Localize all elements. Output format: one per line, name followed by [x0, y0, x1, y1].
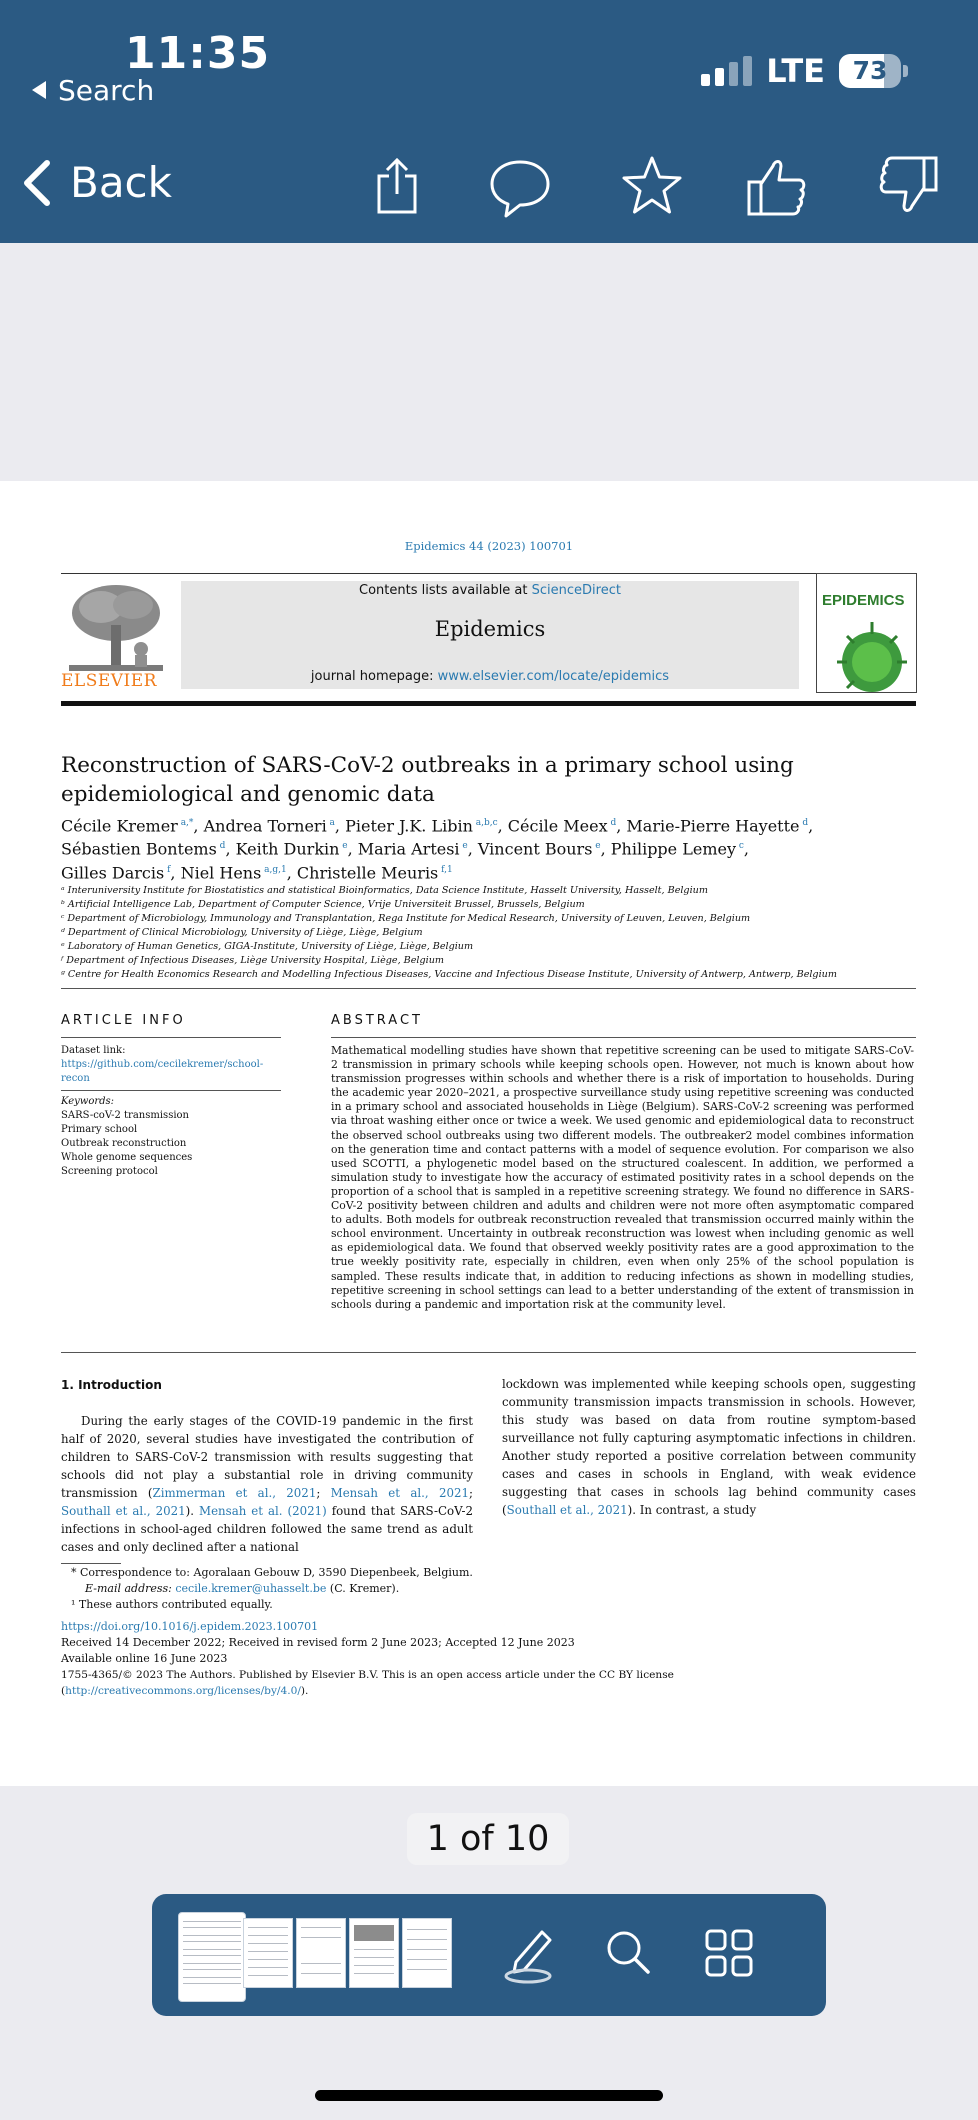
search-icon[interactable]: [604, 1924, 654, 1984]
license-suffix: ).: [300, 1685, 309, 1697]
author-separator: ,: [347, 839, 358, 859]
keyword: Whole genome sequences: [61, 1152, 193, 1163]
intro-right-column: [502, 1375, 916, 1519]
author-affiliation-marker[interactable]: a,*: [177, 818, 194, 828]
author-affiliation-marker[interactable]: a,b,c: [472, 818, 498, 828]
thumbs-up-icon[interactable]: [745, 154, 809, 218]
affiliation-line: ᶜ Department of Microbiology, Immunology and Transplantation, Rega Institute for Medical Research, University of Leuven, Leuven, Belgium: [61, 913, 751, 924]
author-list: [61, 813, 881, 883]
author-name: Gilles Darcis: [61, 862, 165, 882]
author-affiliation-marker[interactable]: c: [736, 841, 744, 852]
citation-link[interactable]: Southall et al., 2021: [61, 1504, 186, 1518]
keywords-list: [61, 1109, 281, 1179]
journal-reference[interactable]: Epidemics 44 (2023) 100701: [404, 539, 574, 553]
paper-title: Reconstruction of SARS-CoV-2 outbreaks in a primary school using epidemiological and genomic data: [61, 753, 794, 807]
available-date: Available online 16 June 2023: [61, 1652, 228, 1665]
affiliation-line: ᵃ Interuniversity Institute for Biostatistics and statistical Bioinformatics, Data Science Institute, Hasselt University, Hasselt, Belgium: [61, 885, 708, 896]
header-rule: [61, 573, 916, 574]
affiliation-line: ᵍ Centre for Health Economics Research and Modelling Infectious Diseases, Vaccine and Infectious Disease Institute, University of Antwerp, Antwerp, Belgium: [61, 969, 837, 980]
annotate-icon[interactable]: [502, 1924, 558, 1984]
homepage-line: [181, 669, 799, 684]
article-info-rule: [61, 1037, 281, 1038]
journal-cover: [816, 573, 917, 693]
intro-text: found that SARS-CoV-2 infections in school-aged children followed the same trend as adult cases and only declined after a national: [61, 1504, 473, 1554]
back-triangle-icon: [30, 74, 48, 107]
author-name: Sébastien Bontems: [61, 839, 217, 859]
home-indicator[interactable]: [315, 2090, 663, 2101]
signal-icon: [701, 56, 752, 86]
abstract-end-rule: [61, 1352, 916, 1353]
author-name: Niel Hens: [180, 862, 262, 882]
star-icon[interactable]: [620, 154, 684, 218]
intro-text: During the early stages of the COVID-19 pandemic in the first half of 2020, several studies have investigated the contribution of children to SARS-CoV-2 transmission with results suggesting that schools did not play a substantial role in driving community transmission (: [61, 1414, 473, 1500]
license-link[interactable]: http://creativecommons.org/licenses/by/4.0/: [65, 1685, 301, 1697]
elsevier-tree-logo: [61, 581, 171, 676]
author-separator: ,: [600, 839, 611, 859]
comment-icon[interactable]: [488, 154, 552, 218]
back-to-search[interactable]: [30, 74, 154, 107]
sciencedirect-link[interactable]: ScienceDirect: [531, 583, 621, 598]
author-separator: ,: [225, 839, 236, 859]
author-affiliation-marker[interactable]: d: [799, 818, 809, 828]
author-separator: ,: [497, 816, 508, 836]
dataset-line: [61, 1044, 281, 1086]
elsevier-wordmark: ELSEVIER: [61, 671, 157, 691]
status-indicators: [701, 52, 908, 90]
article-info-heading: ARTICLE INFO: [61, 1013, 186, 1028]
journal-name: Epidemics: [434, 617, 546, 641]
author-separator: ,: [334, 816, 346, 836]
author-affiliation-marker[interactable]: e: [592, 841, 601, 852]
dataset-prefix: Dataset link:: [61, 1045, 126, 1056]
email-note: [61, 1581, 921, 1597]
citation-link[interactable]: Mensah et al., 2021: [330, 1486, 469, 1500]
abstract-heading: ABSTRACT: [331, 1013, 423, 1028]
thumbs-down-icon[interactable]: [876, 154, 940, 218]
email-link[interactable]: cecile.kremer@uhasselt.be: [175, 1582, 327, 1595]
author-affiliation-marker[interactable]: d: [607, 818, 617, 828]
author-affiliation-marker[interactable]: e: [339, 841, 348, 852]
intro-text: ). In contrast, a study: [627, 1503, 757, 1517]
license-line: [61, 1667, 921, 1699]
doi-link[interactable]: https://doi.org/10.1016/j.epidem.2023.100701: [61, 1620, 319, 1633]
received-dates: Received 14 December 2022; Received in revised form 2 June 2023; Accepted 12 June 2023: [61, 1636, 575, 1649]
status-time: 11:35: [125, 28, 271, 79]
author-separator: ,: [616, 816, 627, 836]
back-app-label: Search: [58, 74, 155, 107]
author-name: Christelle Meuris: [296, 862, 439, 882]
author-name: Cécile Meex: [507, 816, 608, 836]
author-name: Vincent Bours: [477, 839, 593, 859]
thumbnail-page-3[interactable]: [296, 1918, 346, 1988]
keyword: Primary school: [61, 1124, 138, 1135]
abstract-text: Mathematical modelling studies have shown that repetitive screening can be used to mitigate SARS-CoV-2 transmission in primary schools while keeping schools open. However, not much is known about how transmission progresses within schools and whether there is a risk of importation to households. During the academic year 2020–2021, a prospective surveillance study using repetitive screening was conducted in a primary school and associated households in Liège (Belgium). SARS-CoV-2 screening was performed via throat washing either once or twice a week. We used genomic and epidemiological data to reconstruct the observed school outbreaks using two different models. The outbreaker2 model combines information on the generation time and contact patterns with a model of sequence evolution. For comparison we also used SCOTTI, a phylogenetic model based on the structured coalescent. In addition, we performed a simulation study to investigate how the accuracy of estimated positivity rates in a school depends on the proportion of a school that is sampled in a repetitive screening strategy. We found no difference in SARS-CoV-2 positivity between children and adults and children were not more often asymptomatic compared to adults. Both models for outbreak reconstruction revealed that transmission occurred mainly within the school environment. Uncertainty in outbreak reconstruction was lowest when including genomic as well as epidemiological data. We found that observed weekly positivity rates are a good approximation to the true weekly positivity rate, especially in children, even when only 25% of the school population is sampled. These results indicate that, in addition to reducing infections as shown in modelling studies, repetitive screening in school settings can lead to a better understanding of the extent of transmission in schools during a pandemic and importation risk at the community level.: [331, 1044, 914, 1311]
author-name: Marie-Pierre Hayette: [626, 816, 800, 836]
abstract-rule: [331, 1037, 916, 1038]
keyword: Outbreak reconstruction: [61, 1138, 187, 1149]
keyword: SARS-coV-2 transmission: [61, 1110, 189, 1121]
thumbnail-page-5[interactable]: [402, 1918, 452, 1988]
affiliation-line: ᵉ Laboratory of Human Genetics, GIGA-Institute, University of Liège, Liège, Belgium: [61, 941, 474, 952]
page-gap: [0, 243, 978, 481]
intro-left-column: [61, 1412, 473, 1556]
page-indicator: 1 of 10: [407, 1813, 569, 1865]
author-affiliation-marker[interactable]: a: [326, 818, 335, 828]
thumbnail-page-1[interactable]: [178, 1912, 246, 2002]
introduction-heading: 1. Introduction: [61, 1378, 162, 1392]
intro-text: lockdown was implemented while keeping schools open, suggesting community transmission impacts transmission in schools. However, this study was based on data from routine symptom-based surveillance not fully capturing asymptomatic infections in children. Another study reported a positive correlation between community cases and cases in schools in England, with weak evidence suggesting that cases in schools lag behind community cases (: [502, 1377, 916, 1517]
contents-line: [181, 583, 799, 598]
article-info: [61, 1044, 281, 1179]
affiliation-line: ᵈ Department of Clinical Microbiology, University of Liège, Liège, Belgium: [61, 927, 423, 938]
grid-icon[interactable]: [704, 1928, 754, 1978]
top-bar: [0, 0, 978, 243]
battery-level: 73: [852, 56, 888, 85]
citation-separator: ;: [316, 1486, 331, 1500]
share-icon[interactable]: [365, 154, 429, 218]
author-separator: ,: [467, 839, 478, 859]
thumbnail-page-2[interactable]: [243, 1918, 293, 1988]
author-affiliation-marker[interactable]: e: [459, 841, 468, 852]
footnote-rule: [61, 1563, 121, 1564]
dataset-link[interactable]: https://github.com/cecilekremer/school-recon: [61, 1059, 264, 1084]
network-label: LTE: [766, 52, 825, 90]
pdf-page[interactable]: [0, 481, 978, 1786]
contents-prefix: Contents lists available at: [359, 583, 532, 598]
affiliations: [61, 884, 911, 982]
author-affiliation-marker[interactable]: f: [164, 864, 171, 875]
author-separator: ,: [286, 862, 297, 882]
homepage-link[interactable]: www.elsevier.com/locate/epidemics: [437, 669, 670, 684]
cover-title: EPIDEMICS: [822, 592, 905, 609]
author-separator: ,: [808, 816, 814, 836]
license-text: 1755-4365/© 2023 The Authors. Published by Elsevier B.V. This is an open access article under the CC BY license (: [61, 1669, 674, 1697]
journal-banner: [181, 581, 799, 689]
homepage-prefix: journal homepage:: [310, 669, 438, 684]
author-name: Maria Artesi: [357, 839, 460, 859]
author-separator: ,: [743, 839, 749, 859]
dataset-rule: [61, 1090, 281, 1091]
author-name: Cécile Kremer: [61, 816, 178, 836]
affiliation-line: ᵇ Artificial Intelligence Lab, Department of Computer Science, Vrije Universiteit Brussel, Brussels, Belgium: [61, 899, 585, 910]
citation-separator: ).: [185, 1504, 199, 1518]
thumbnail-page-4[interactable]: [349, 1918, 399, 1988]
email-suffix: (C. Kremer).: [326, 1582, 400, 1595]
citation-link[interactable]: Mensah et al. (2021): [198, 1504, 327, 1518]
affiliations-rule: [61, 988, 916, 989]
author-name: Philippe Lemey: [610, 839, 736, 859]
author-separator: ,: [193, 816, 204, 836]
battery-tip: [903, 65, 908, 77]
citation-separator: ;: [468, 1486, 473, 1500]
back-label: Back: [70, 158, 172, 207]
author-affiliation-marker[interactable]: a,g,1: [261, 864, 287, 875]
equal-contribution-note: ¹ These authors contributed equally.: [71, 1598, 273, 1611]
battery-icon: [839, 54, 901, 88]
citation-link[interactable]: Zimmerman et al., 2021: [152, 1486, 317, 1500]
email-label: E-mail address:: [85, 1582, 176, 1595]
back-button[interactable]: [20, 158, 172, 207]
bottom-toolbar: [152, 1894, 826, 2016]
author-name: Pieter J.K. Libin: [345, 816, 473, 836]
header-thick-rule: [61, 701, 916, 706]
affiliation-line: ᶠ Department of Infectious Diseases, Liège University Hospital, Liège, Belgium: [61, 955, 444, 966]
keywords-heading: Keywords:: [61, 1096, 115, 1107]
correspondence-note: * Correspondence to: Agoralaan Gebouw D, 3590 Diepenbeek, Belgium.: [71, 1566, 473, 1579]
author-separator: ,: [170, 862, 181, 882]
keyword: Screening protocol: [61, 1166, 158, 1177]
author-affiliation-marker[interactable]: d: [216, 841, 226, 852]
footnotes: [61, 1565, 921, 1699]
citation-link[interactable]: Southall et al., 2021: [506, 1503, 628, 1517]
author-affiliation-marker[interactable]: f,1: [438, 864, 453, 875]
author-name: Keith Durkin: [235, 839, 340, 859]
author-name: Andrea Torneri: [203, 816, 327, 836]
chevron-left-icon: [20, 159, 52, 207]
